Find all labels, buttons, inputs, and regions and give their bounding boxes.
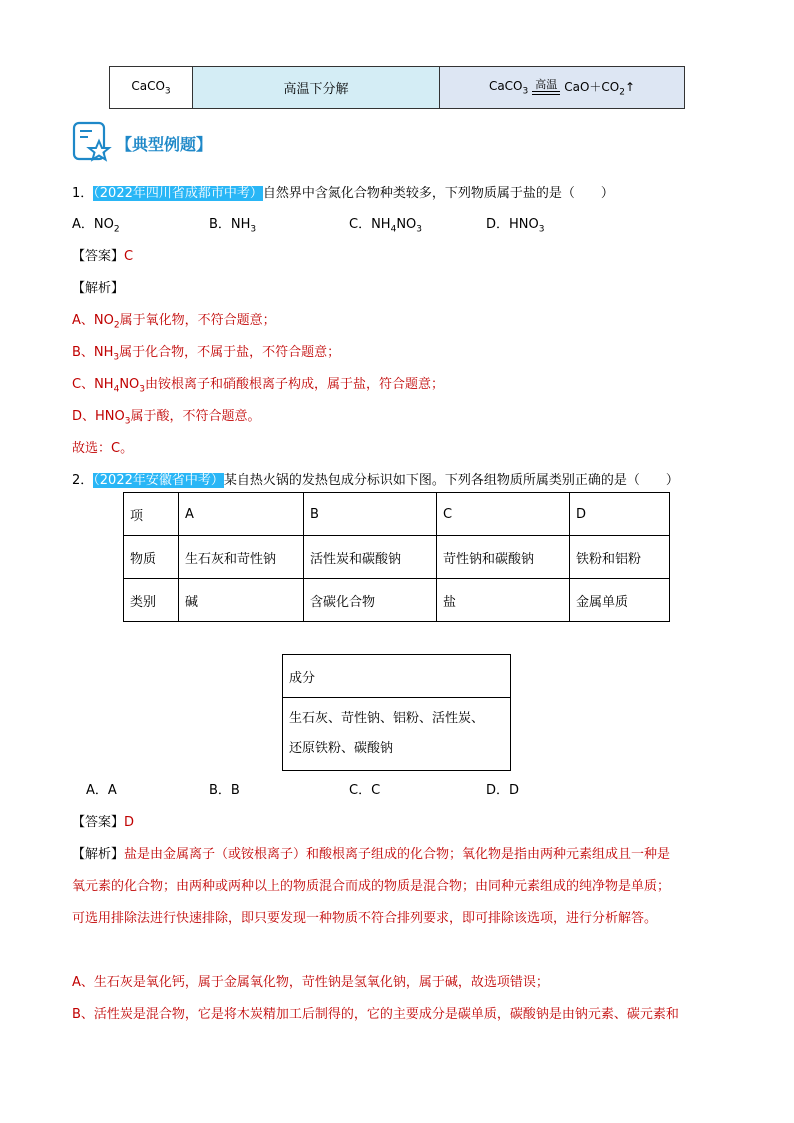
ingredients-table: 成分 生石灰、苛性钠、铝粉、活性炭、 还原铁粉、碳酸钠	[282, 654, 511, 771]
chemical-equation: CaCO$_3$ 高温 $CaO+CO_2↑$	[488, 78, 636, 98]
method-cell: 高温下分解	[193, 67, 440, 109]
q1-analysis-label: 【解析】	[72, 281, 125, 296]
reaction-condition: 高温	[532, 79, 560, 95]
q2-analysis-line-1: 【解析】盐是由金属离子（或铵根离子）和酸根离子组成的化合物；氧化物是指由两种元素组成且一种是	[72, 847, 671, 862]
equation-cell	[440, 67, 685, 109]
table-row: 物质 生石灰和苛性钠 活性炭和碳酸钠 苛性钠和碳酸钠 铁粉和铝粉	[124, 536, 670, 579]
q2-answer: 【答案】D	[72, 815, 135, 830]
example-star-icon	[72, 121, 112, 161]
q2-option-c: C．C	[349, 783, 381, 798]
q1-option-d: D．$HNO_3$	[486, 217, 545, 235]
q1-answer: 【答案】C	[72, 249, 134, 264]
q1-analysis-line-b: B、$NH_3$属于化合物，不属于盐，不符合题意；	[72, 345, 341, 363]
q1-conclusion: 故选：C。	[72, 441, 134, 456]
reaction-table	[109, 66, 685, 109]
section-title: 【典型例题】	[116, 135, 213, 154]
q2-analysis-line-2: 氧元素的化合物；由两种或两种以上的物质混合而成的物质是混合物；由同种元素组成的纯净物是单质；	[72, 879, 671, 894]
q2-analysis-line-b: B、活性炭是混合物，它是将木炭精加工后制得的，它的主要成分是碳单质，碳酸钠是由钠元素、碳元素和	[72, 1007, 679, 1022]
q2-analysis-line-3: 可选用排除法进行快速排除，即只要发现一种物质不符合排列要求，即可排除该选项，进行分析解答。	[72, 911, 658, 926]
q1-analysis-line-a: A、$NO_2$属于氧化物，不符合题意；	[72, 313, 276, 331]
question-1: 1．（2022年四川省成都市中考）自然界中含氮化合物种类较多，下列物质属于盐的是（ ）	[72, 186, 614, 201]
q2-analysis-line-a: A、生石灰是氧化钙，属于金属氧化物，苛性钠是氢氧化钠，属于碱，故选项错误；	[72, 975, 549, 990]
classification-table	[123, 492, 670, 622]
q1-option-a: A．$NO_2$	[72, 217, 120, 235]
q2-option-d: D．D	[486, 783, 520, 798]
question-2: 2．（2022年安徽省中考）某自热火锅的发热包成分标识如下图。下列各组物质所属类别正确的是（ ）	[72, 473, 679, 488]
q1-analysis-line-d: D、$HNO_3$属于酸，不符合题意。	[72, 409, 261, 427]
table-row: 项 A B C D	[124, 493, 670, 536]
table-row: 类别 碱 含碳化合物 盐 金属单质	[124, 579, 670, 622]
substance-cell: CaCO$_3$	[110, 67, 193, 109]
question-source-tag: （2022年安徽省中考）	[93, 473, 224, 488]
q2-option-b: B．B	[209, 783, 240, 798]
q1-option-c: C．$NH_4NO_3$	[349, 217, 423, 235]
q2-option-a: A．A	[86, 783, 117, 798]
q1-analysis-line-c: C、$NH_4NO_3$由铵根离子和硝酸根离子构成，属于盐，符合题意；	[72, 377, 445, 395]
q1-option-b: B．$NH_3$	[209, 217, 257, 235]
question-source-tag: （2022年四川省成都市中考）	[93, 186, 263, 201]
